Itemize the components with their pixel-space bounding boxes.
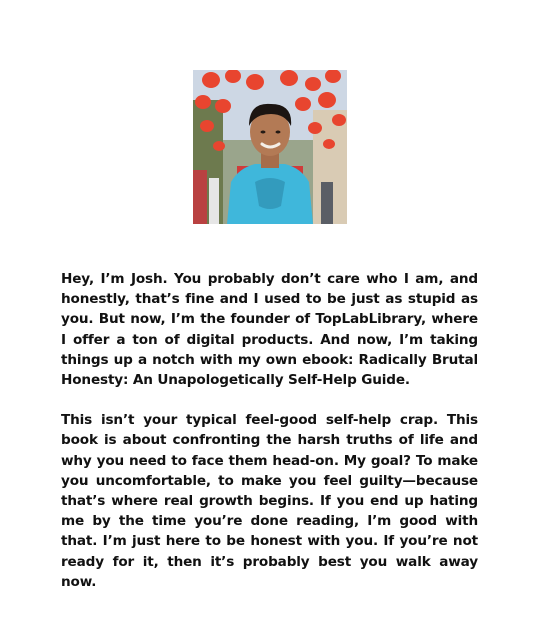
bio-paragraph-book-description: This isn’t your typical feel-good self-help crap. This book is about confronting the harsh truths of life and why you need to face them head-on. My goal? To make you uncomfortable, to make you feel guilty—because that’s where real growth begins. If you end up hating me by the time you’re done reading, I’m good with that. I’m just here to be honest with you. If you’re not ready for it, then it’s probably best you walk away now. bbox=[61, 412, 478, 590]
bio-paragraph-intro: Hey, I’m Josh. You probably don’t care who I am, and honestly, that’s fine and I used to be just as stupid as you. But now, I’m the founder of TopLabLibrary, where I offer a ton of digital products. And now, I’m taking things up a notch with my own ebook: Radically Brutal Honesty: An Unapologetically Self-Help Guide. bbox=[61, 271, 478, 389]
author-bio bbox=[61, 269, 478, 592]
author-photo bbox=[193, 70, 347, 224]
author-portrait-image bbox=[193, 70, 347, 224]
